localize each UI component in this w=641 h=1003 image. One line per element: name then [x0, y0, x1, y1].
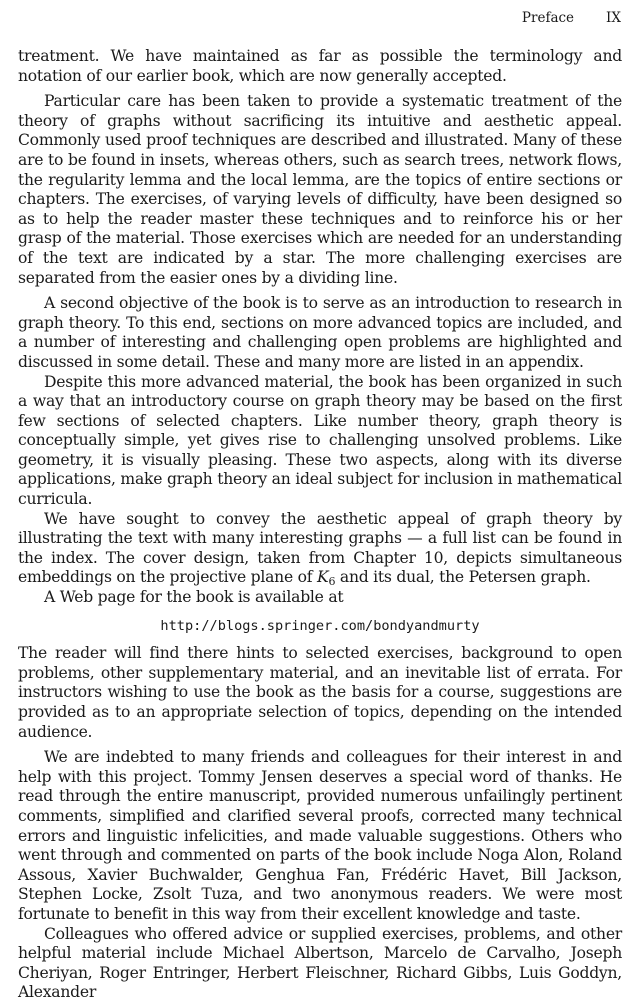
paragraph-continuation: treatment. We have maintained as far as possible the terminology and notation of our earlier book, which are now generally accepted.	[18, 47, 622, 85]
math-subscript: 6	[328, 575, 336, 589]
paragraph-research-objective: A second objective of the book is to serve as an introduction to research in graph theory. To this end, sections on more advanced topics are included, and a number of interesting and challenging open problems are highlighted and discussed in some detail. These and many more are listed in an appendix.	[18, 294, 622, 371]
paragraph-text: We have sought to convey the aesthetic appeal of graph theory by illustrating the text with many interesting graphs — a full list can be found in the index. The cover design, taken from Chapter 10, depicts simultaneous embeddings on the projective plane of	[18, 509, 622, 587]
paragraph-aesthetic-appeal	[18, 510, 622, 588]
paragraph-acknowledgements: We are indebted to many friends and colleagues for their interest in and help with this project. Tommy Jensen deserves a special word of thanks. He read through the entire manuscript, provided numerous unfailingly pertinent comments, simplified and clarified several proofs, corrected many technical errors and linguistic infelicities, and made valuable suggestions. Others who went through and commented on parts of the book include Noga Alon, Roland Assous, Xavier Buchwalder, Genghua Fan, Frédéric Havet, Bill Jackson, Stephen Locke, Zsolt Tuza, and two anonymous readers. We were most fortunate to benefit in this way from their excellent knowledge and taste.	[18, 748, 622, 923]
page-number: IX	[606, 10, 621, 26]
body-text	[18, 47, 622, 1003]
paragraph-web-page: A Web page for the book is available at	[44, 588, 344, 607]
running-head	[522, 9, 621, 27]
paragraph-text: and its dual, the Petersen graph.	[335, 568, 591, 587]
paragraph-introductory-course: Despite this more advanced material, the book has been organized in such a way that an introductory course on graph theory may be based on the first few sections of selected chapters. Like number theory, graph theory is conceptually simple, yet gives rise to challenging unsolved problems. Like geometry, it is visually pleasing. These two aspects, along with its diverse applications, make graph theory an ideal subject for inclusion in mathematical curricula.	[18, 372, 622, 509]
paragraph-supplementary: The reader will find there hints to selected exercises, background to open problems, other supplementary material, and an inevitable list of errata. For instructors wishing to use the book as the basis for a course, suggestions are provided as to an appropriate selection of topics, depending on the intended audience.	[18, 644, 622, 741]
section-label: Preface	[521, 10, 575, 26]
math-graph-name: K	[317, 568, 329, 587]
paragraph-proof-techniques: Particular care has been taken to provide a systematic treatment of the theory of graphs without sacrificing its intuitive and aesthetic appeal. Commonly used proof techniques are described and illustrated. Many of these are to be found in insets, whereas others, such as search trees, network flows, the regularity lemma and the local lemma, are the topics of entire sections or chapters. The exercises, of varying levels of difficulty, have been designed so as to help the reader master these techniques and to reinforce his or her grasp of the material. Those exercises which are needed for an understanding of the text are indicated by a star. The more challenging exercises are separated from the easier ones by a dividing line.	[18, 92, 622, 287]
paragraph-colleagues: Colleagues who offered advice or supplied exercises, problems, and other helpful material include Michael Albertson, Marcelo de Carvalho, Joseph Cheriyan, Roger Entringer, Herbert Fleischner, Richard Gibbs, Luis Goddyn, Alexander	[18, 924, 622, 1002]
web-page-url: http://blogs.springer.com/bondyandmurty	[160, 617, 480, 634]
